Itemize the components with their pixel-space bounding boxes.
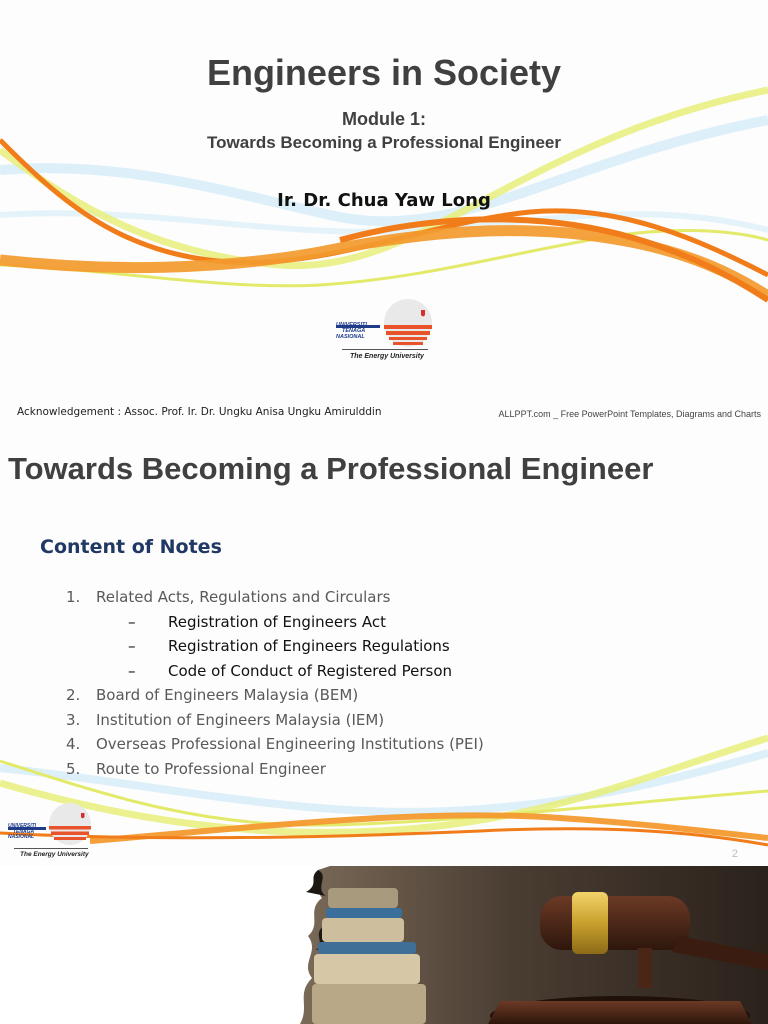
title-slide: [0, 0, 768, 433]
logo-line3: NASIONAL: [8, 834, 35, 840]
contents-slide: [0, 433, 768, 866]
gavel-and-books-photo: [0, 866, 768, 1024]
presentation-title: Engineers in Society: [206, 52, 562, 93]
notes-list: [66, 588, 484, 784]
uniten-logo: [6, 803, 96, 863]
sub-item-text: Registration of Engineers Act: [168, 612, 386, 631]
dash-bullet: –: [128, 661, 136, 680]
list-item: [66, 735, 484, 760]
logo-tagline: The Energy University: [20, 851, 89, 858]
template-credit: ALLPPT.com _ Free PowerPoint Templates, Diagrams and Charts: [498, 409, 761, 419]
sub-item-text: Code of Conduct of Registered Person: [168, 661, 453, 680]
list-item-text: Board of Engineers Malaysia (BEM): [96, 686, 359, 704]
photo-slide: [0, 866, 768, 1024]
list-item: [66, 588, 484, 613]
sub-list-item: [66, 662, 484, 687]
slide-title: Towards Becoming a Professional Engineer: [8, 451, 654, 486]
logo-line3: NASIONAL: [336, 334, 365, 340]
list-number: 2.: [66, 686, 81, 704]
sub-list-item: [66, 613, 484, 638]
sub-list-item: [66, 637, 484, 662]
logo-line2: TENAGA: [13, 828, 35, 835]
acknowledgement-text: Acknowledgement : Assoc. Prof. Ir. Dr. Ungku Anisa Ungku Amirulddin: [17, 406, 382, 418]
module-label: Module 1:: [342, 109, 426, 129]
logo-line1: UNIVERSITI: [336, 322, 367, 328]
author-name: Ir. Dr. Chua Yaw Long: [277, 190, 491, 211]
logo-line1: UNIVERSITI: [8, 823, 37, 829]
list-item: [66, 686, 484, 711]
list-number: 5.: [66, 759, 81, 778]
module-subtitle: Towards Becoming a Professional Engineer: [207, 133, 561, 152]
uniten-logo: [334, 298, 434, 368]
page-number: 2: [731, 848, 738, 860]
sub-item-text: Registration of Engineers Regulations: [168, 637, 450, 655]
dash-bullet: –: [128, 612, 136, 631]
list-item-text: Institution of Engineers Malaysia (IEM): [96, 710, 385, 729]
logo-line2: TENAGA: [342, 328, 366, 334]
list-number: 4.: [66, 735, 81, 753]
dash-bullet: –: [128, 637, 136, 655]
content-heading: Content of Notes: [40, 536, 222, 558]
list-item-text: Related Acts, Regulations and Circulars: [96, 588, 391, 606]
list-item: [66, 760, 484, 785]
list-number: 1.: [66, 588, 81, 606]
list-item-text: Overseas Professional Engineering Institutions (PEI): [96, 735, 484, 753]
list-item: [66, 711, 484, 736]
list-number: 3.: [66, 710, 81, 729]
list-item-text: Route to Professional Engineer: [96, 759, 326, 778]
logo-tagline: The Energy University: [350, 353, 424, 360]
